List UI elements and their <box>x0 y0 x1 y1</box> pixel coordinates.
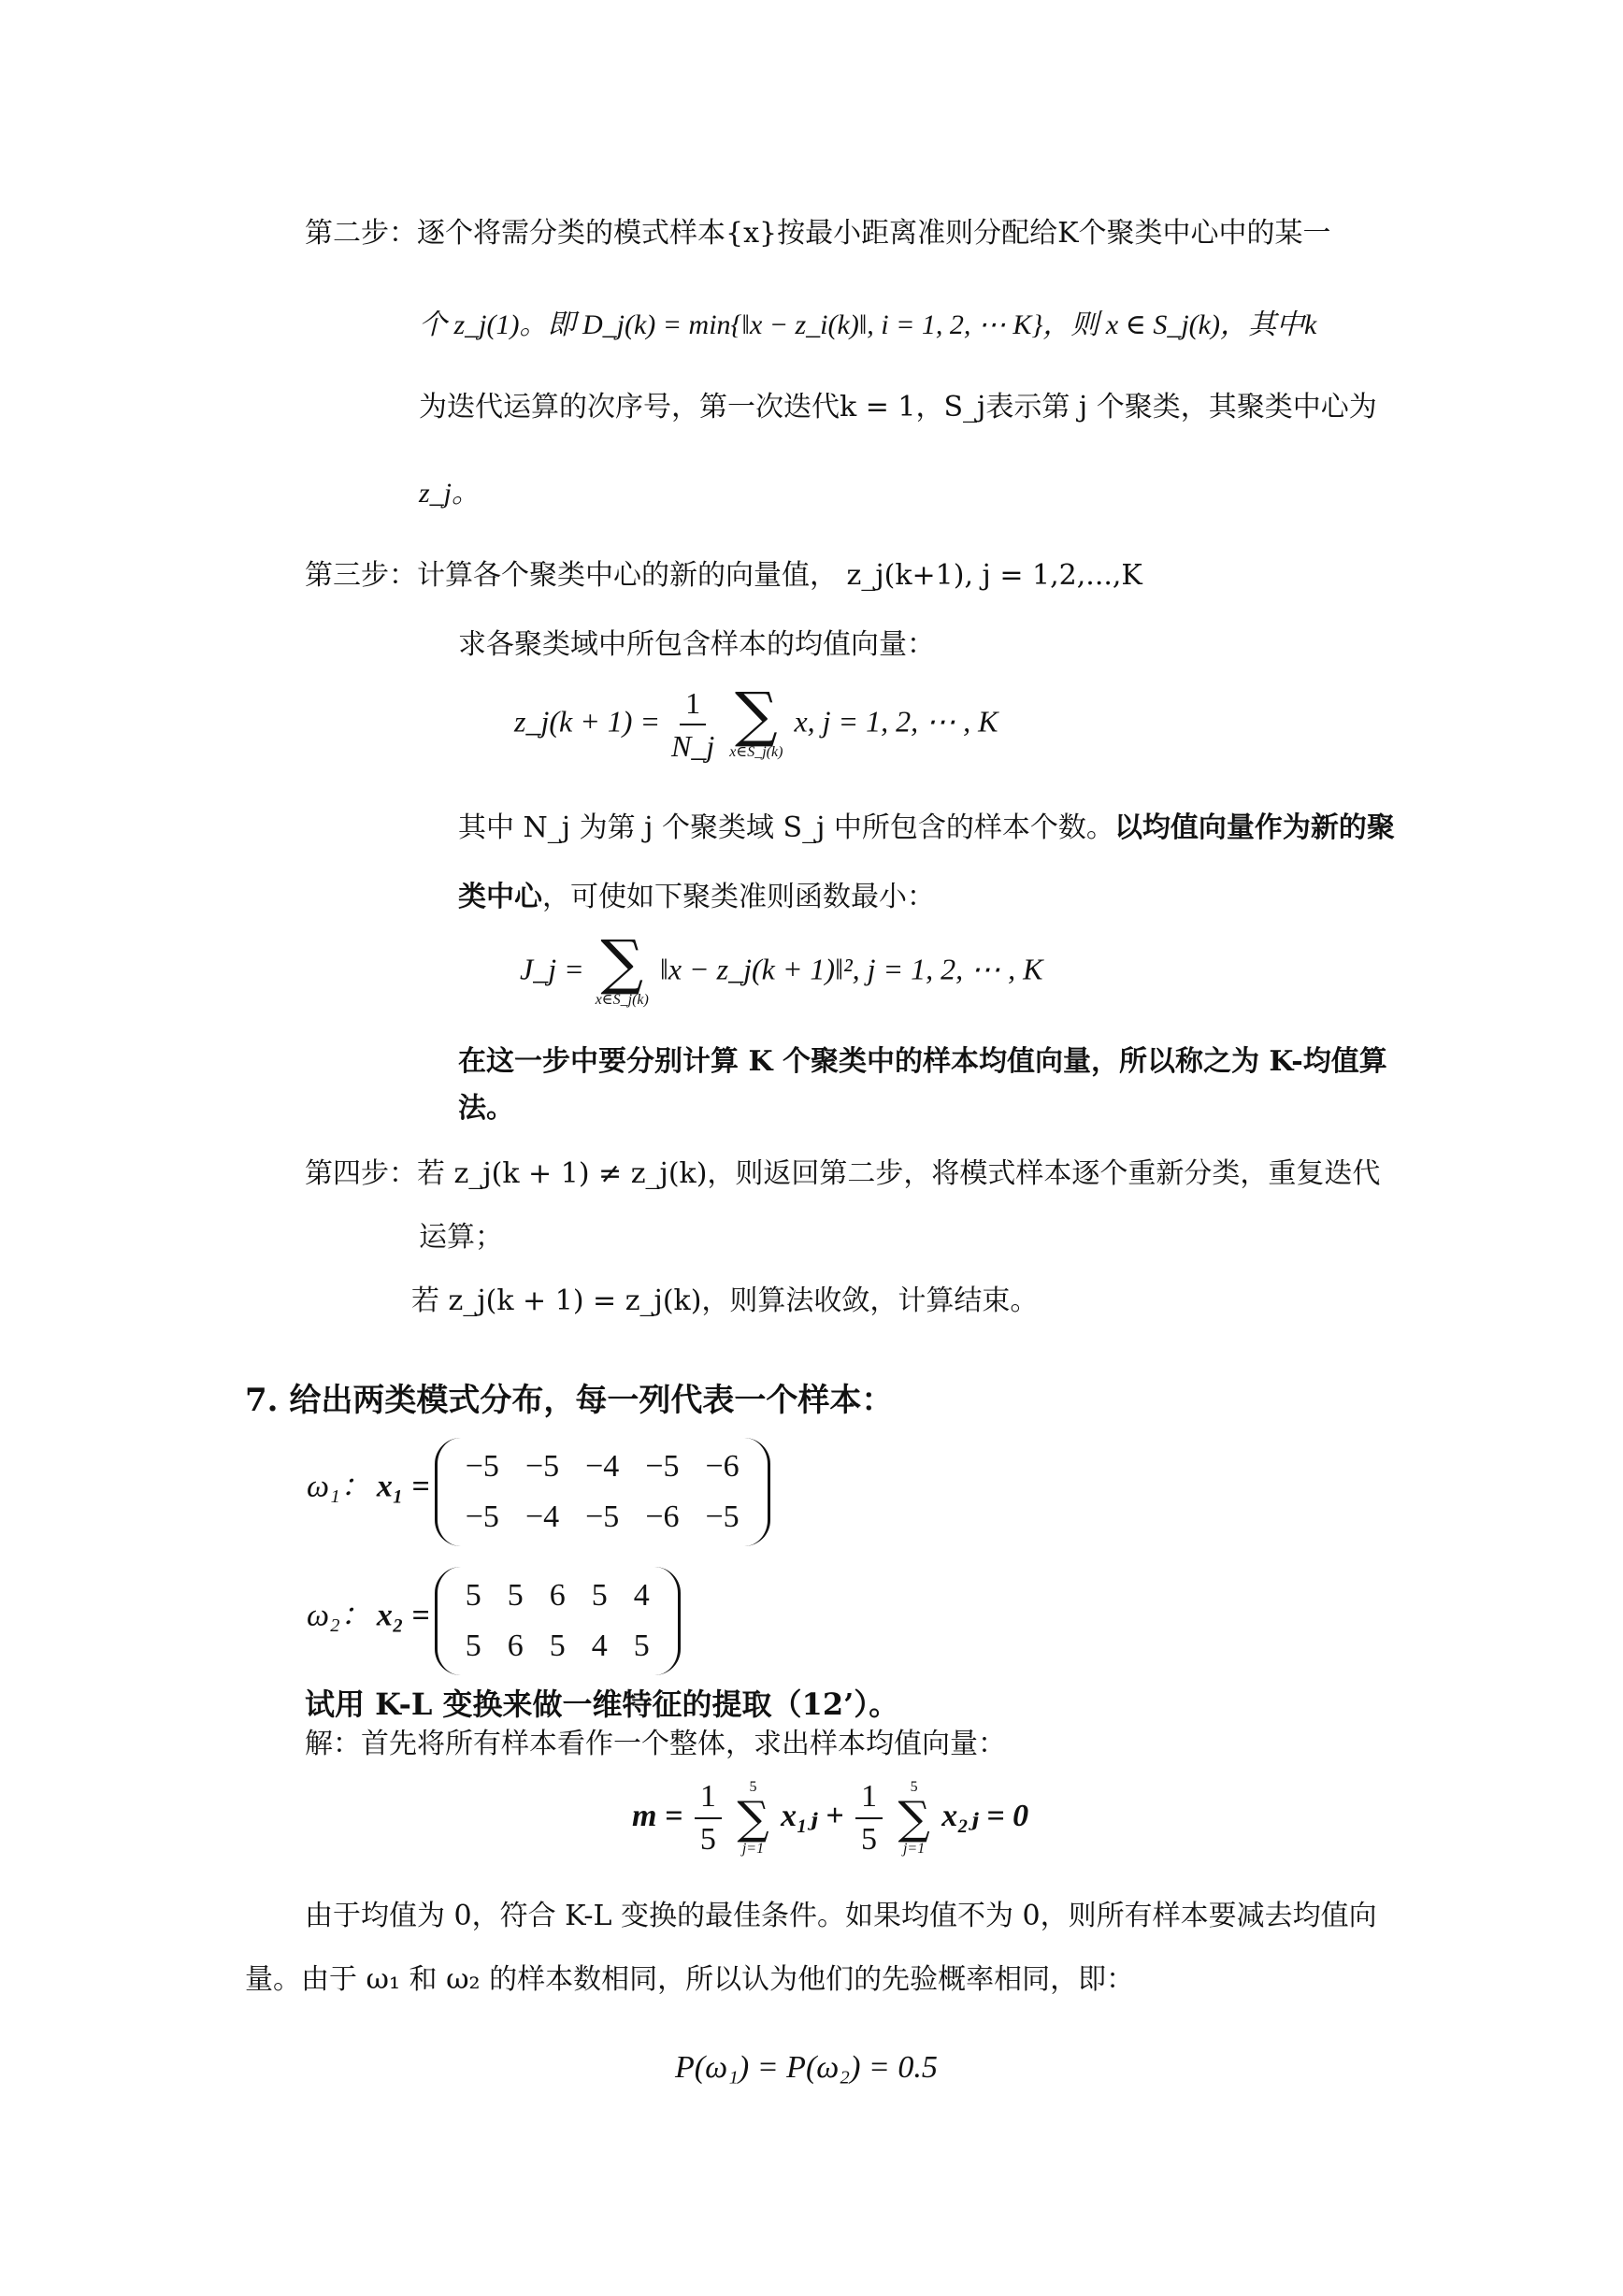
matrix-x2-block <box>307 1567 681 1675</box>
matrix-cell: 4 <box>591 1629 608 1663</box>
step3-text-1: 计算各个聚类中心的新的向量值， z_j(k+1), j = 1,2,...,K <box>417 559 1142 592</box>
matrix-cell: −5 <box>465 1500 499 1534</box>
matrix-x1-row <box>452 1442 753 1492</box>
matrix-cell: 5 <box>507 1578 524 1613</box>
question-7-heading: 7. 给出两类模式分布，每一列代表一个样本： <box>245 1382 894 1419</box>
formula1-frac <box>671 682 714 767</box>
matrix-cell: 5 <box>591 1578 608 1613</box>
step3-line3-bold: 以均值向量作为新的聚 <box>1113 811 1395 844</box>
mean-frac-1 <box>695 1776 722 1860</box>
formula1-num: 1 <box>680 682 706 725</box>
solution-intro: 解：首先将所有样本看作一个整体，求出样本均值向量： <box>305 1728 1006 1760</box>
matrix-x1-block <box>307 1438 770 1546</box>
sum-top: 5 <box>910 1779 918 1795</box>
matrix-cell: −5 <box>524 1449 560 1484</box>
matrix-cell: 5 <box>549 1629 566 1663</box>
omega1-label: ω₁： <box>307 1469 372 1504</box>
step3-note-line1: 在这一步中要分别计算 K 个聚类中的样本均值向量，所以称之为 K-均值算 <box>458 1045 1387 1078</box>
mean-sum-2 <box>898 1778 929 1858</box>
mean-vector-formula <box>632 1776 1028 1860</box>
step2-line1 <box>305 215 1331 252</box>
mean-frac-2 <box>855 1776 883 1860</box>
sum-bottom: j=1 <box>902 1841 926 1857</box>
x2-label: x₂ = <box>376 1598 430 1633</box>
formula1-rhs: x, j = 1, 2, ⋯ , K <box>794 704 998 739</box>
step4-line2: 运算； <box>419 1221 503 1254</box>
matrix-x1 <box>435 1438 770 1546</box>
step3-line4 <box>458 879 935 916</box>
step3-line1 <box>305 557 1142 595</box>
matrix-cell: 6 <box>549 1578 566 1613</box>
matrix-x1-table <box>452 1442 753 1543</box>
step3-line3-normal: 其中 N_j 为第 j 个聚类域 S_j 中所包含的样本个数。 <box>458 811 1114 844</box>
matrix-cell: −5 <box>465 1449 499 1484</box>
step3-line4-bold: 类中心 <box>458 881 542 913</box>
matrix-cell: −5 <box>645 1449 680 1484</box>
formula2-rhs: ‖x − z_j(k + 1)‖², j = 1, 2, ⋯ , K <box>659 952 1043 986</box>
prior-probability-formula: P(ω₁) = P(ω₂) = 0.5 <box>675 2050 938 2085</box>
matrix-cell: −6 <box>645 1500 680 1534</box>
matrix-cell: −4 <box>524 1500 560 1534</box>
matrix-cell: 5 <box>465 1629 481 1663</box>
mean-frac-num: 1 <box>695 1776 722 1819</box>
step3-note-line2: 法。 <box>458 1092 514 1125</box>
mean-sum-1 <box>737 1778 768 1858</box>
matrix-cell: −5 <box>585 1500 620 1534</box>
formula2-sum-limit: x∈S_j(k) <box>595 992 649 1008</box>
formula1-sum-limit: x∈S_j(k) <box>729 744 783 760</box>
paragraph-1-line2: 量。由于 ω₁ 和 ω₂ 的样本数相同，所以认为他们的先验概率相同，即： <box>245 1963 1135 1996</box>
matrix-cell: −4 <box>585 1449 620 1484</box>
matrix-x2-row <box>452 1571 663 1621</box>
step3-line3 <box>458 810 1395 847</box>
formula2-lhs: J_j = <box>520 952 584 986</box>
question-7-task: 试用 K-L 变换来做一维特征的提取（12’）。 <box>305 1686 899 1722</box>
step4-line3: 若 z_j(k + 1) = z_j(k)，则算法收敛，计算结束。 <box>411 1284 1039 1317</box>
matrix-x2-row <box>452 1621 663 1672</box>
sigma-icon: ∑ <box>735 681 778 750</box>
formula1-den: N_j <box>671 729 715 763</box>
step2-label: 第二步： <box>305 217 417 250</box>
formula-cluster-mean <box>514 682 998 767</box>
sum-top: 5 <box>749 1779 757 1795</box>
matrix-x2-table <box>452 1571 663 1672</box>
step2-text-1: 逐个将需分类的模式样本{x}按最小距离准则分配给K个聚类中心中的某一 <box>417 217 1331 250</box>
step4-text-1: 若 z_j(k + 1) ≠ z_j(k)，则返回第二步，将模式样本逐个重新分类，重复迭代 <box>417 1157 1381 1190</box>
matrix-cell: −5 <box>705 1500 740 1534</box>
matrix-cell: −6 <box>705 1449 740 1484</box>
mean-frac-num: 1 <box>855 1776 883 1819</box>
mean-term-1: x₁ⱼ + <box>781 1798 844 1833</box>
formula1-lhs: z_j(k + 1) = <box>514 704 661 739</box>
sum-bottom: j=1 <box>741 1841 765 1857</box>
matrix-x1-row <box>452 1492 753 1543</box>
mean-frac-den: 5 <box>699 1822 716 1857</box>
step4-label: 第四步： <box>305 1157 417 1190</box>
omega2-label: ω₂： <box>307 1598 372 1633</box>
step3-label: 第三步： <box>305 559 417 592</box>
step2-line4: z_j。 <box>419 478 481 509</box>
matrix-cell: 6 <box>507 1629 524 1663</box>
sigma-icon: ∑ <box>898 1792 930 1844</box>
matrix-cell: 4 <box>633 1578 650 1613</box>
x1-label: x₁ = <box>376 1469 430 1504</box>
mean-frac-den: 5 <box>860 1822 877 1857</box>
step4-line1 <box>305 1155 1380 1193</box>
matrix-cell: 5 <box>465 1578 481 1613</box>
formula2-sum <box>595 928 649 1010</box>
formula1-sum <box>729 681 783 762</box>
sigma-icon: ∑ <box>737 1792 769 1844</box>
step3-line4-normal: ，可使如下聚类准则函数最小： <box>542 881 935 913</box>
paragraph-1-line1: 由于均值为 0，符合 K-L 变换的最佳条件。如果均值不为 0，则所有样本要减去均值向 <box>305 1900 1377 1932</box>
step2-line3: 为迭代运算的次序号，第一次迭代k = 1，S_j表示第 j 个聚类，其聚类中心为 <box>419 391 1377 423</box>
step2-line2: 个 z_j(1)。即 D_j(k) = min{‖x − z_i(k)‖, i = 1, 2, ⋯ K}，则 x ∈ S_j(k)，其中k <box>419 309 1317 340</box>
mean-term-2: x₂ⱼ = 0 <box>941 1798 1029 1833</box>
matrix-cell: 5 <box>633 1629 650 1663</box>
sigma-icon: ∑ <box>600 928 644 997</box>
formula-criterion <box>520 928 1043 1010</box>
matrix-x2 <box>435 1567 681 1675</box>
mean-lhs: m = <box>632 1798 683 1833</box>
step3-line2: 求各聚类域中所包含样本的均值向量： <box>458 628 935 661</box>
